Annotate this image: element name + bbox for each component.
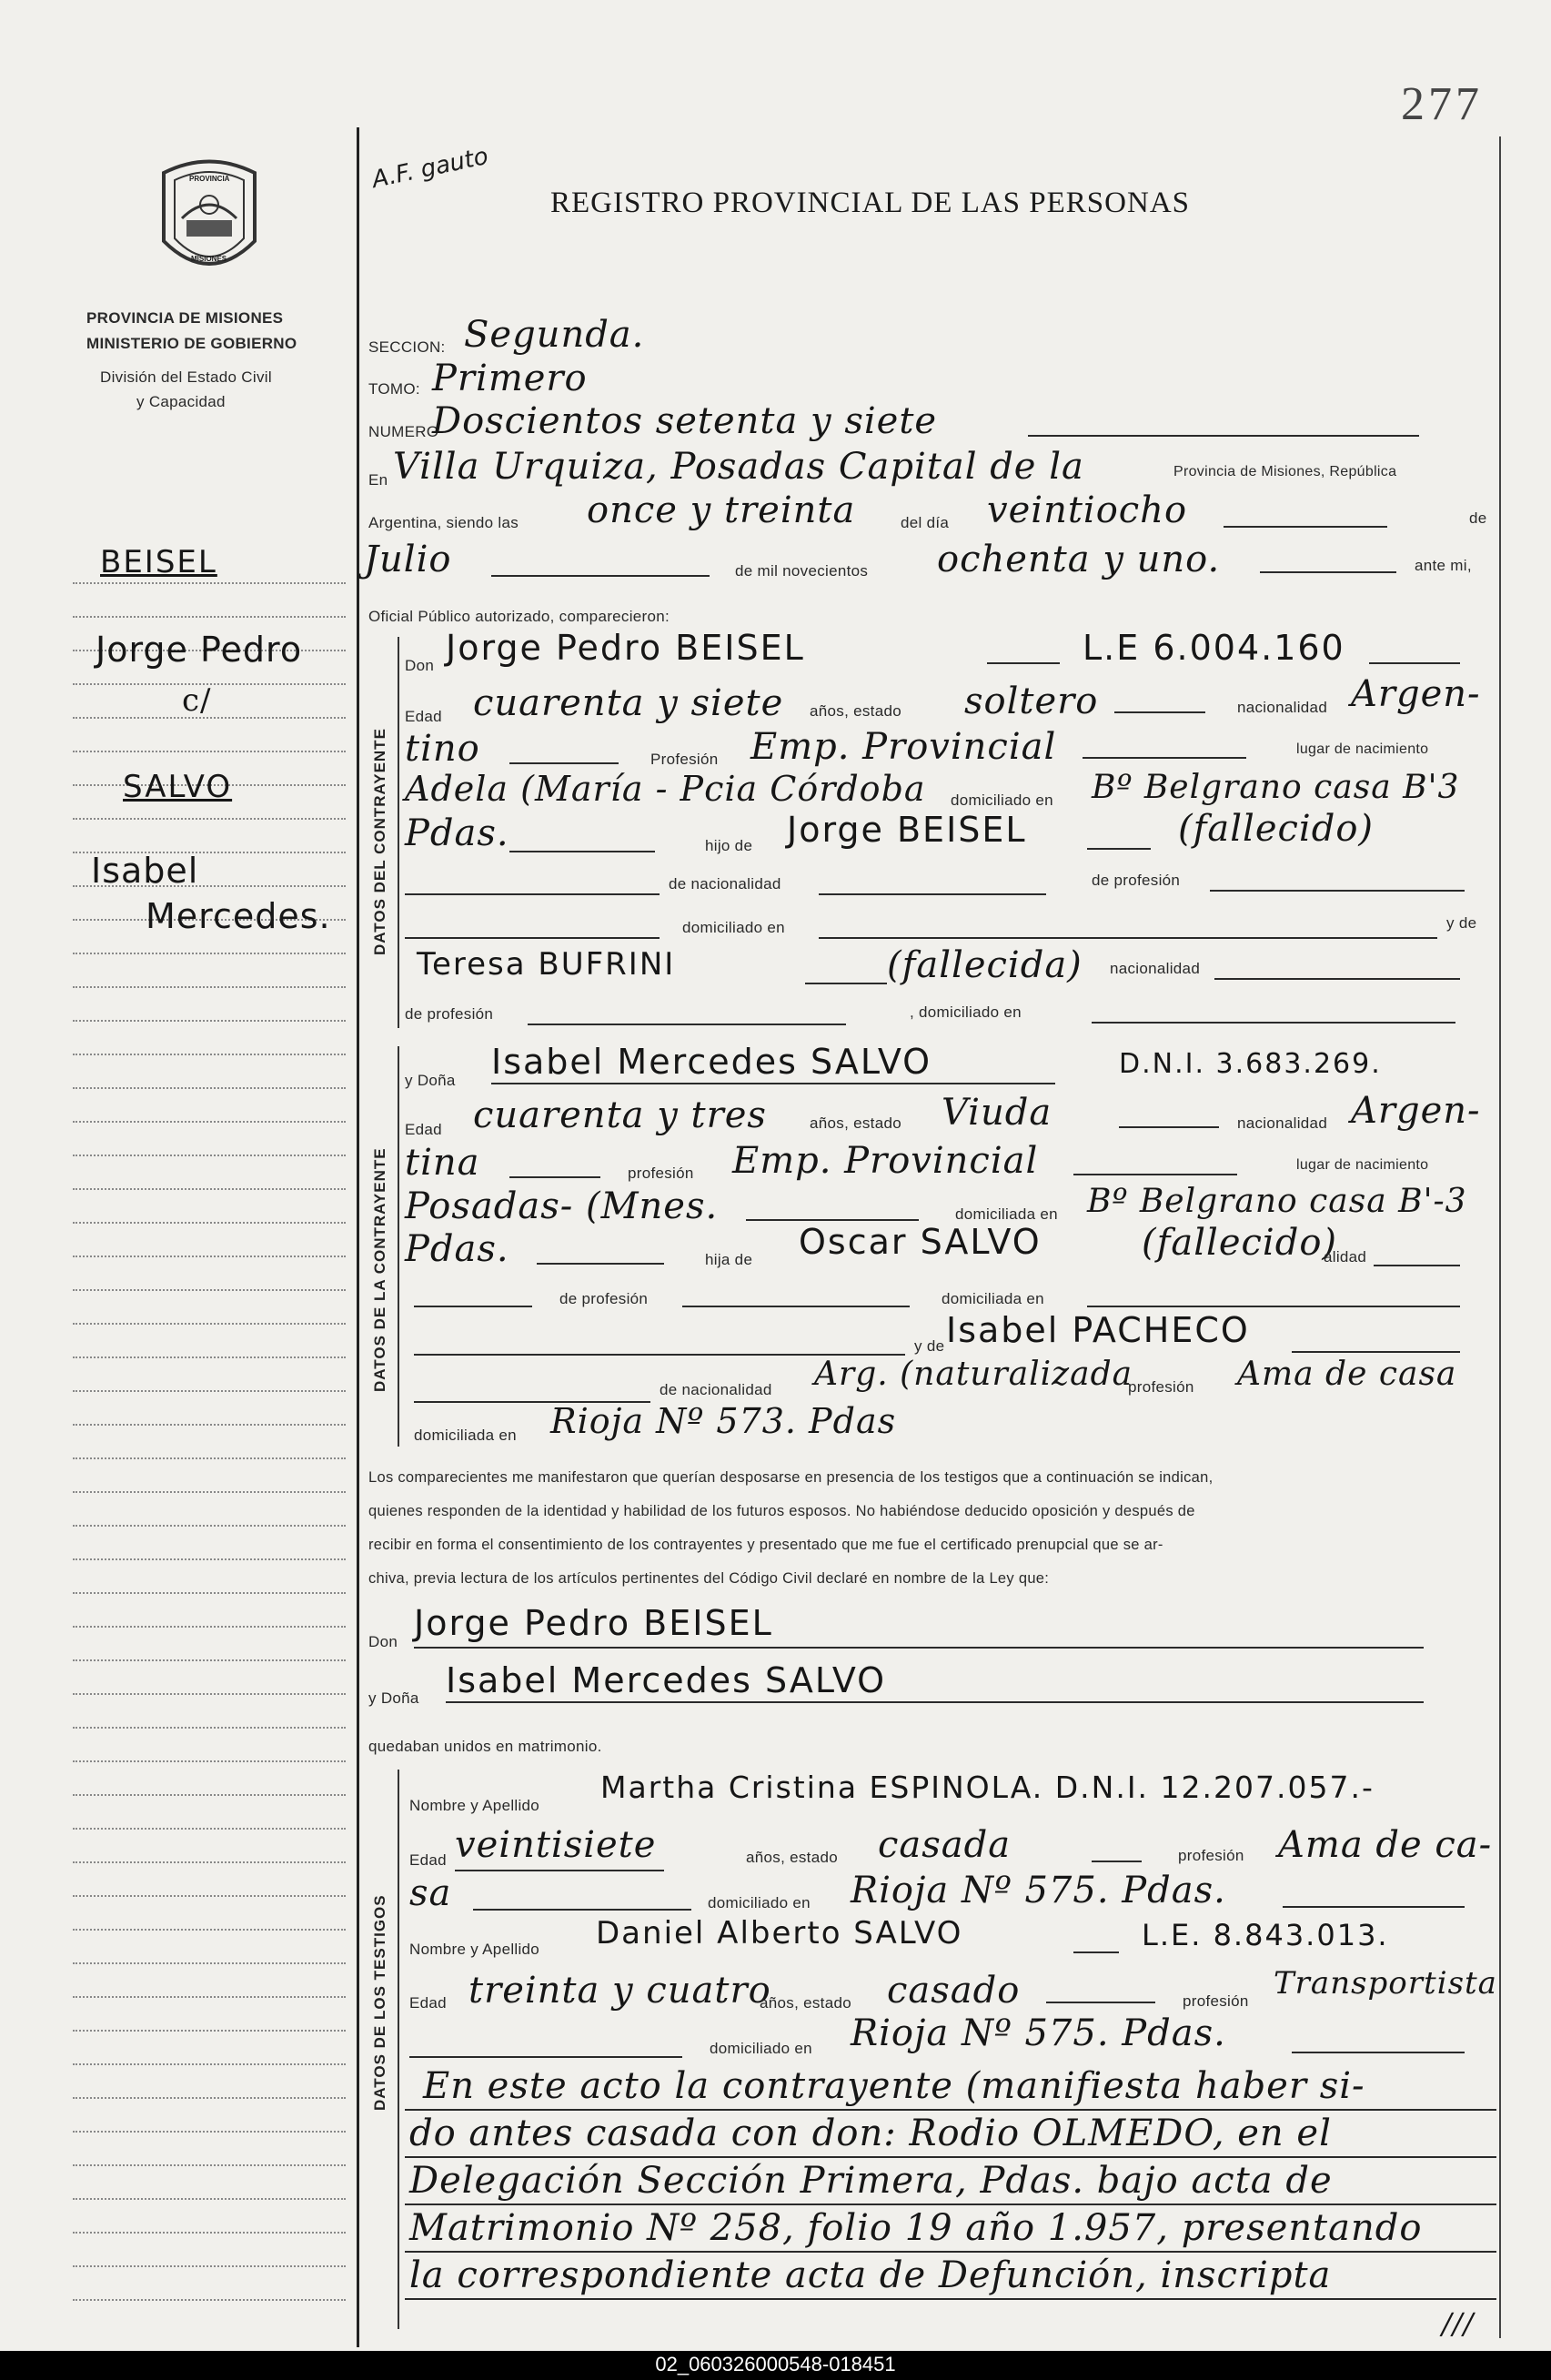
c1-nac-line <box>509 762 619 764</box>
c1-padre-nota: (fallecido) <box>1178 808 1375 850</box>
nota-line1: En este acto la contrayente (manifiesta haber si- <box>423 2065 1365 2107</box>
testigos-bracket <box>398 1770 399 2329</box>
c1-profesion: Emp. Provincial <box>750 726 1057 768</box>
decl-don-line <box>414 1647 1424 1649</box>
declaration-line4: chiva, previa lectura de los artículos pertinentes del Código Civil declaré en nombre de la Ley que: <box>368 1570 1050 1587</box>
nota-underline3 <box>405 2204 1496 2205</box>
mil-label: de mil novecientos <box>735 562 869 580</box>
tomo-label: TOMO: <box>368 380 420 398</box>
c1-nacionalidad-label: nacionalidad <box>1237 699 1328 716</box>
decl-don-nombre: Jorge Pedro BEISEL <box>414 1603 773 1643</box>
c2-domicilio-a: Bº Belgrano casa B'-3 <box>1087 1183 1467 1220</box>
c1-blank-line5 <box>819 937 1437 939</box>
c1-lugar-label: lugar de nacimiento <box>1296 741 1429 757</box>
c2-madre-profesion: Ama de casa <box>1237 1356 1457 1393</box>
nota-underline2 <box>405 2156 1496 2158</box>
t2-nombre: Daniel Alberto SALVO <box>596 1915 963 1951</box>
c1-madre: Teresa BUFRINI <box>417 946 676 983</box>
margin-surname1: BEISEL <box>100 544 217 580</box>
c1-madre-line <box>805 983 887 984</box>
nota-underline1 <box>405 2109 1496 2111</box>
margin-ruled-line <box>73 1054 346 1055</box>
c1-blank-line8 <box>1092 1022 1455 1024</box>
anio-value: ochenta y uno. <box>937 539 1221 580</box>
c1-blank-line2 <box>819 893 1046 895</box>
ministry-name: MINISTERIO DE GOBIERNO <box>86 335 297 352</box>
c2-madre-nacionalidad: Arg. (naturalizada <box>814 1356 1133 1393</box>
c2-domiciliada-label: domiciliada en <box>955 1205 1058 1223</box>
margin-ruled-line <box>73 1558 346 1560</box>
top-annotation: A.F. gauto <box>369 142 491 195</box>
margin-ruled-line <box>73 2131 346 2133</box>
t2-blank-line <box>409 2056 682 2058</box>
c2-documento: D.N.I. 3.683.269. <box>1119 1048 1382 1080</box>
dia-value: veintiocho <box>987 489 1188 531</box>
c1-blank-line7 <box>528 1024 846 1025</box>
decl-dona-nombre: Isabel Mercedes SALVO <box>446 1660 887 1700</box>
c2-blank-line2 <box>682 1306 910 1307</box>
de-label: de <box>1469 509 1487 527</box>
c2-madre: Isabel PACHECO <box>946 1310 1250 1350</box>
c1-anios-estado-label: años, estado <box>810 702 901 720</box>
t2-profesion: Transportista <box>1274 1965 1497 2002</box>
province-name: PROVINCIA DE MISIONES <box>86 309 284 327</box>
c2-nombre-line <box>491 1083 1055 1084</box>
numero-line <box>1028 435 1419 437</box>
c2-profesion2-label: profesión <box>1128 1378 1194 1396</box>
c1-hijo-label: hijo de <box>705 837 753 854</box>
c2-lugar: Posadas- (Mnes. <box>405 1185 719 1227</box>
margin-ruled-line <box>73 1929 346 1931</box>
t2-nombre-line <box>1073 1951 1119 1953</box>
c1-madre-nota: (fallecida) <box>887 944 1083 986</box>
t1-estado: casada <box>878 1824 1012 1866</box>
tomo-value: Primero <box>432 358 588 399</box>
ante-mi-label: ante mi, <box>1415 557 1472 574</box>
c2-madre-domicilio: Rioja Nº 573. Pdas <box>550 1401 897 1441</box>
c1-domiciliado2-label: , domiciliado en <box>910 1003 1022 1021</box>
margin-ruled-line <box>73 582 346 584</box>
c1-domicilio-a: Bº Belgrano casa B'3 <box>1092 769 1460 806</box>
c2-padre-nota: (fallecido) <box>1142 1222 1338 1264</box>
t-edad-label2: Edad <box>409 1994 447 2012</box>
c1-domicilio-b: Pdas. <box>405 812 509 854</box>
c2-edad-label: Edad <box>405 1121 442 1138</box>
en-value: Villa Urquiza, Posadas Capital de la <box>393 446 1084 488</box>
c2-blank-line3 <box>1087 1306 1460 1307</box>
t1-prof-line <box>473 1909 691 1911</box>
seal-text-top: PROVINCIA <box>189 175 230 183</box>
margin-ruled-line <box>73 1457 346 1459</box>
margin-ruled-line <box>73 2299 346 2301</box>
nota-line5: la correspondiente acta de Defunción, inscripta <box>409 2254 1332 2296</box>
t1-profesion-b: sa <box>409 1872 452 1914</box>
margin-ruled-line <box>73 1525 346 1527</box>
c1-nacionalidad-b: tino <box>405 728 480 770</box>
c1-blank-line6 <box>1214 978 1460 980</box>
t1-estado-line <box>1092 1861 1142 1862</box>
c2-padre: Oscar SALVO <box>799 1222 1042 1262</box>
margin-ruled-line <box>73 751 346 752</box>
t1-edad-line <box>455 1870 664 1871</box>
nota-line2: do antes casada con don: Rodio OLMEDO, en el <box>409 2113 1332 2154</box>
c2-prof-line <box>1073 1174 1237 1175</box>
nota-underline5 <box>405 2298 1496 2300</box>
c1-blank-line1 <box>405 893 660 895</box>
t-anios-estado-label2: años, estado <box>760 1994 851 2012</box>
seccion-label: SECCION: <box>368 338 446 356</box>
c2-lugar-label: lugar de nacimiento <box>1296 1157 1429 1173</box>
c2-profesion-label: profesión <box>628 1165 694 1182</box>
anio-line <box>1260 571 1396 573</box>
c2-dona-label: y Doña <box>405 1072 456 1089</box>
t-edad-label1: Edad <box>409 1851 447 1869</box>
document-title: REGISTRO PROVINCIAL DE LAS PERSONAS <box>550 187 1191 219</box>
margin-ruled-line <box>73 2164 346 2166</box>
declaration-line2: quienes responden de la identidad y habilidad de los futuros esposos. No habiéndose deducido oposición y después de <box>368 1503 1195 1519</box>
dia-line <box>1224 526 1387 528</box>
margin-ruled-line <box>73 2063 346 2065</box>
c1-nombre: Jorge Pedro BEISEL <box>446 628 805 668</box>
c2-domicilio-b: Pdas. <box>405 1228 509 1270</box>
division-line1: División del Estado Civil <box>100 368 272 386</box>
t2-edad: treinta y cuatro <box>468 1970 771 2012</box>
margin-ruled-line <box>73 1323 346 1325</box>
decl-dona-label: y Doña <box>368 1689 419 1707</box>
t-anios-estado-label1: años, estado <box>746 1849 838 1866</box>
c2-padre-line <box>1374 1265 1460 1266</box>
margin-ruled-line <box>73 1592 346 1594</box>
t-domiciliado-label1: domiciliado en <box>708 1894 811 1911</box>
t-nombre-label1: Nombre y Apellido <box>409 1797 540 1814</box>
margin-ruled-line <box>73 1659 346 1661</box>
c2-nac-line <box>509 1176 600 1178</box>
del-dia-label: del día <box>901 514 950 531</box>
margin-ruled-line <box>73 1693 346 1695</box>
margin-ruled-line <box>73 1760 346 1762</box>
c1-blank-line4 <box>405 937 660 939</box>
margin-ruled-line <box>73 1188 346 1190</box>
margin-ruled-line <box>73 1727 346 1729</box>
margin-ruled-line <box>73 1390 346 1392</box>
c1-domiciliado-label: domiciliado en <box>951 792 1053 809</box>
division-line2: y Capacidad <box>136 393 226 410</box>
declaration-line1: Los comparecientes me manifestaron que querían desposarse en presencia de los testigos que a continuación se indican, <box>368 1469 1214 1486</box>
t2-estado-line <box>1046 2002 1155 2003</box>
c1-edad: cuarenta y siete <box>473 682 784 724</box>
c1-blank-line3 <box>1210 890 1465 892</box>
margin-ruled-line <box>73 818 346 820</box>
margin-ruled-line <box>73 1491 346 1493</box>
c2-de-profesion-label: de profesión <box>559 1290 649 1307</box>
margin-ruled-line <box>73 1289 346 1291</box>
margin-ruled-line <box>73 1155 346 1156</box>
mes-line <box>491 575 710 577</box>
nota-underline4 <box>405 2251 1496 2253</box>
c1-de-nacionalidad-label: de nacionalidad <box>669 875 781 892</box>
c1-de-profesion-label: de profesión <box>1092 872 1181 889</box>
c2-edad: cuarenta y tres <box>473 1094 767 1136</box>
c2-nacionalidad-a: Argen- <box>1351 1090 1481 1132</box>
margin-ruled-line <box>73 1996 346 1998</box>
c2-nacionalidad-suffix: alidad <box>1324 1248 1367 1266</box>
margin-ruled-line <box>73 1256 346 1257</box>
t1-domicilio: Rioja Nº 575. Pdas. <box>851 1870 1226 1911</box>
c2-y-de-label: y de <box>914 1337 945 1355</box>
t-domiciliado-label2: domiciliado en <box>710 2040 812 2057</box>
main-frame-line <box>357 127 359 2347</box>
numero-value: Doscientos setenta y siete <box>432 400 938 442</box>
t2-domicilio: Rioja Nº 575. Pdas. <box>851 2012 1226 2054</box>
c2-nombre: Isabel Mercedes SALVO <box>491 1042 932 1082</box>
argentina-label: Argentina, siendo las <box>368 514 519 531</box>
c1-dom-line <box>509 851 655 852</box>
corner-mark: /// <box>1442 2306 1475 2341</box>
declaration-line3: recibir en forma el consentimiento de los contrayentes y presentado que me fue el certificado prenupcial que se ar- <box>368 1537 1163 1553</box>
c2-madre-line <box>1292 1351 1460 1353</box>
hora-value: once y treinta <box>587 489 856 531</box>
margin-ruled-line <box>73 986 346 988</box>
c2-profesion: Emp. Provincial <box>732 1140 1039 1182</box>
provincial-seal-icon <box>155 155 264 291</box>
margin-ruled-line <box>73 1962 346 1964</box>
decl-dona-line <box>446 1701 1424 1703</box>
c1-documento: L.E 6.004.160 <box>1083 628 1345 668</box>
contrayente2-bracket <box>398 1046 399 1447</box>
margin-ruled-line <box>73 1626 346 1628</box>
c1-estado-line <box>1114 711 1205 713</box>
margin-ruled-line <box>73 1020 346 1022</box>
c2-de-nacionalidad-label: de nacionalidad <box>660 1381 772 1398</box>
c2-nacionalidad-label: nacionalidad <box>1237 1114 1328 1132</box>
contrayente1-section-label: DATOS DEL CONTRAYENTE <box>371 728 388 955</box>
t-profesion-label1: profesión <box>1178 1847 1244 1864</box>
c1-doc-line <box>1369 662 1460 664</box>
numero-label: NUMERO <box>368 423 439 440</box>
contrayente1-bracket <box>398 637 399 1028</box>
c1-prof-line <box>1083 757 1246 759</box>
t2-dom-line <box>1292 2052 1465 2053</box>
c1-de-profesion2-label: de profesión <box>405 1005 494 1023</box>
t-profesion-label2: profesión <box>1183 1992 1249 2010</box>
c1-padre-line <box>1087 848 1151 850</box>
margin-ruled-line <box>73 1121 346 1123</box>
c2-lugar-line <box>746 1219 919 1221</box>
margin-ruled-line <box>73 1356 346 1358</box>
t2-documento: L.E. 8.843.013. <box>1142 1918 1389 1952</box>
c2-estado: Viuda <box>942 1092 1052 1134</box>
provincia-label: Provincia de Misiones, República <box>1173 464 1397 479</box>
c1-nacionalidad2-label: nacionalidad <box>1110 960 1201 977</box>
c2-dom-line <box>537 1263 664 1265</box>
t1-edad: veintisiete <box>455 1824 657 1866</box>
c2-blank-line1 <box>414 1306 532 1307</box>
margin-ruled-line <box>73 2232 346 2234</box>
c1-nacionalidad-a: Argen- <box>1351 673 1481 715</box>
margin-ruled-line <box>73 1087 346 1089</box>
margin-connector: c/ <box>182 682 212 719</box>
testigos-section-label: DATOS DE LOS TESTIGOS <box>371 1894 388 2111</box>
margin-name2-line1: Isabel <box>91 851 199 891</box>
right-edge-rule <box>1499 136 1501 2338</box>
page-number: 277 <box>1401 78 1483 130</box>
margin-ruled-line <box>73 1828 346 1830</box>
t-nombre-label2: Nombre y Apellido <box>409 1941 540 1958</box>
c1-domiciliado-en-label: domiciliado en <box>682 919 785 936</box>
c1-profesion-label: Profesión <box>650 751 719 768</box>
c1-edad-label: Edad <box>405 708 442 725</box>
c1-estado: soltero <box>964 681 1099 722</box>
contrayente2-section-label: DATOS DE LA CONTRAYENTE <box>371 1147 388 1392</box>
c2-domiciliada2-label: domiciliada en <box>414 1427 517 1444</box>
margin-name1: Jorge Pedro <box>96 630 303 670</box>
margin-ruled-line <box>73 1424 346 1426</box>
c1-lugar: Adela (María - Pcia Córdoba <box>405 769 926 809</box>
margin-ruled-line <box>73 2030 346 2032</box>
seccion-value: Segunda. <box>464 314 645 356</box>
decl-closing: quedaban unidos en matrimonio. <box>368 1738 602 1755</box>
c1-y-de-label: y de <box>1446 914 1477 932</box>
margin-surname2: SALVO <box>123 769 233 805</box>
margin-ruled-line <box>73 953 346 954</box>
c2-domiciliada-en-label: domiciliada en <box>942 1290 1044 1307</box>
c1-don-label: Don <box>405 657 435 674</box>
nota-line4: Matrimonio Nº 258, folio 19 año 1.957, presentando <box>409 2207 1423 2249</box>
c2-hija-label: hija de <box>705 1251 753 1268</box>
oficial-label: Oficial Público autorizado, comparecieron: <box>368 608 670 625</box>
c2-anios-estado-label: años, estado <box>810 1114 901 1132</box>
margin-ruled-line <box>73 1861 346 1863</box>
c2-nacionalidad-b: tina <box>405 1142 480 1184</box>
t2-estado: casado <box>887 1970 1021 2012</box>
margin-ruled-line <box>73 1895 346 1897</box>
footer-id: 02_060326000548-018451 <box>655 2353 896 2375</box>
c1-nombre-line <box>987 662 1060 664</box>
margin-name2-line2: Mercedes. <box>146 896 331 936</box>
margin-ruled-line <box>73 1222 346 1224</box>
margin-ruled-line <box>73 1794 346 1796</box>
seal-text-bottom: MISIONES <box>191 255 227 263</box>
margin-ruled-line <box>73 2265 346 2267</box>
nota-line3: Delegación Sección Primera, Pdas. bajo acta de <box>409 2160 1333 2202</box>
decl-don-label: Don <box>368 1633 398 1650</box>
t1-dom-line <box>1283 1906 1465 1908</box>
c2-estado-line <box>1119 1126 1219 1128</box>
en-label: En <box>368 471 388 489</box>
t1-profesion-a: Ama de ca- <box>1278 1824 1493 1866</box>
c1-padre: Jorge BEISEL <box>787 810 1027 850</box>
margin-ruled-line <box>73 2097 346 2099</box>
t1-nombre: Martha Cristina ESPINOLA. D.N.I. 12.207.057.- <box>600 1770 1375 1805</box>
margin-ruled-line <box>73 616 346 618</box>
margin-ruled-line <box>73 2198 346 2200</box>
mes-value: Julio <box>364 539 452 580</box>
